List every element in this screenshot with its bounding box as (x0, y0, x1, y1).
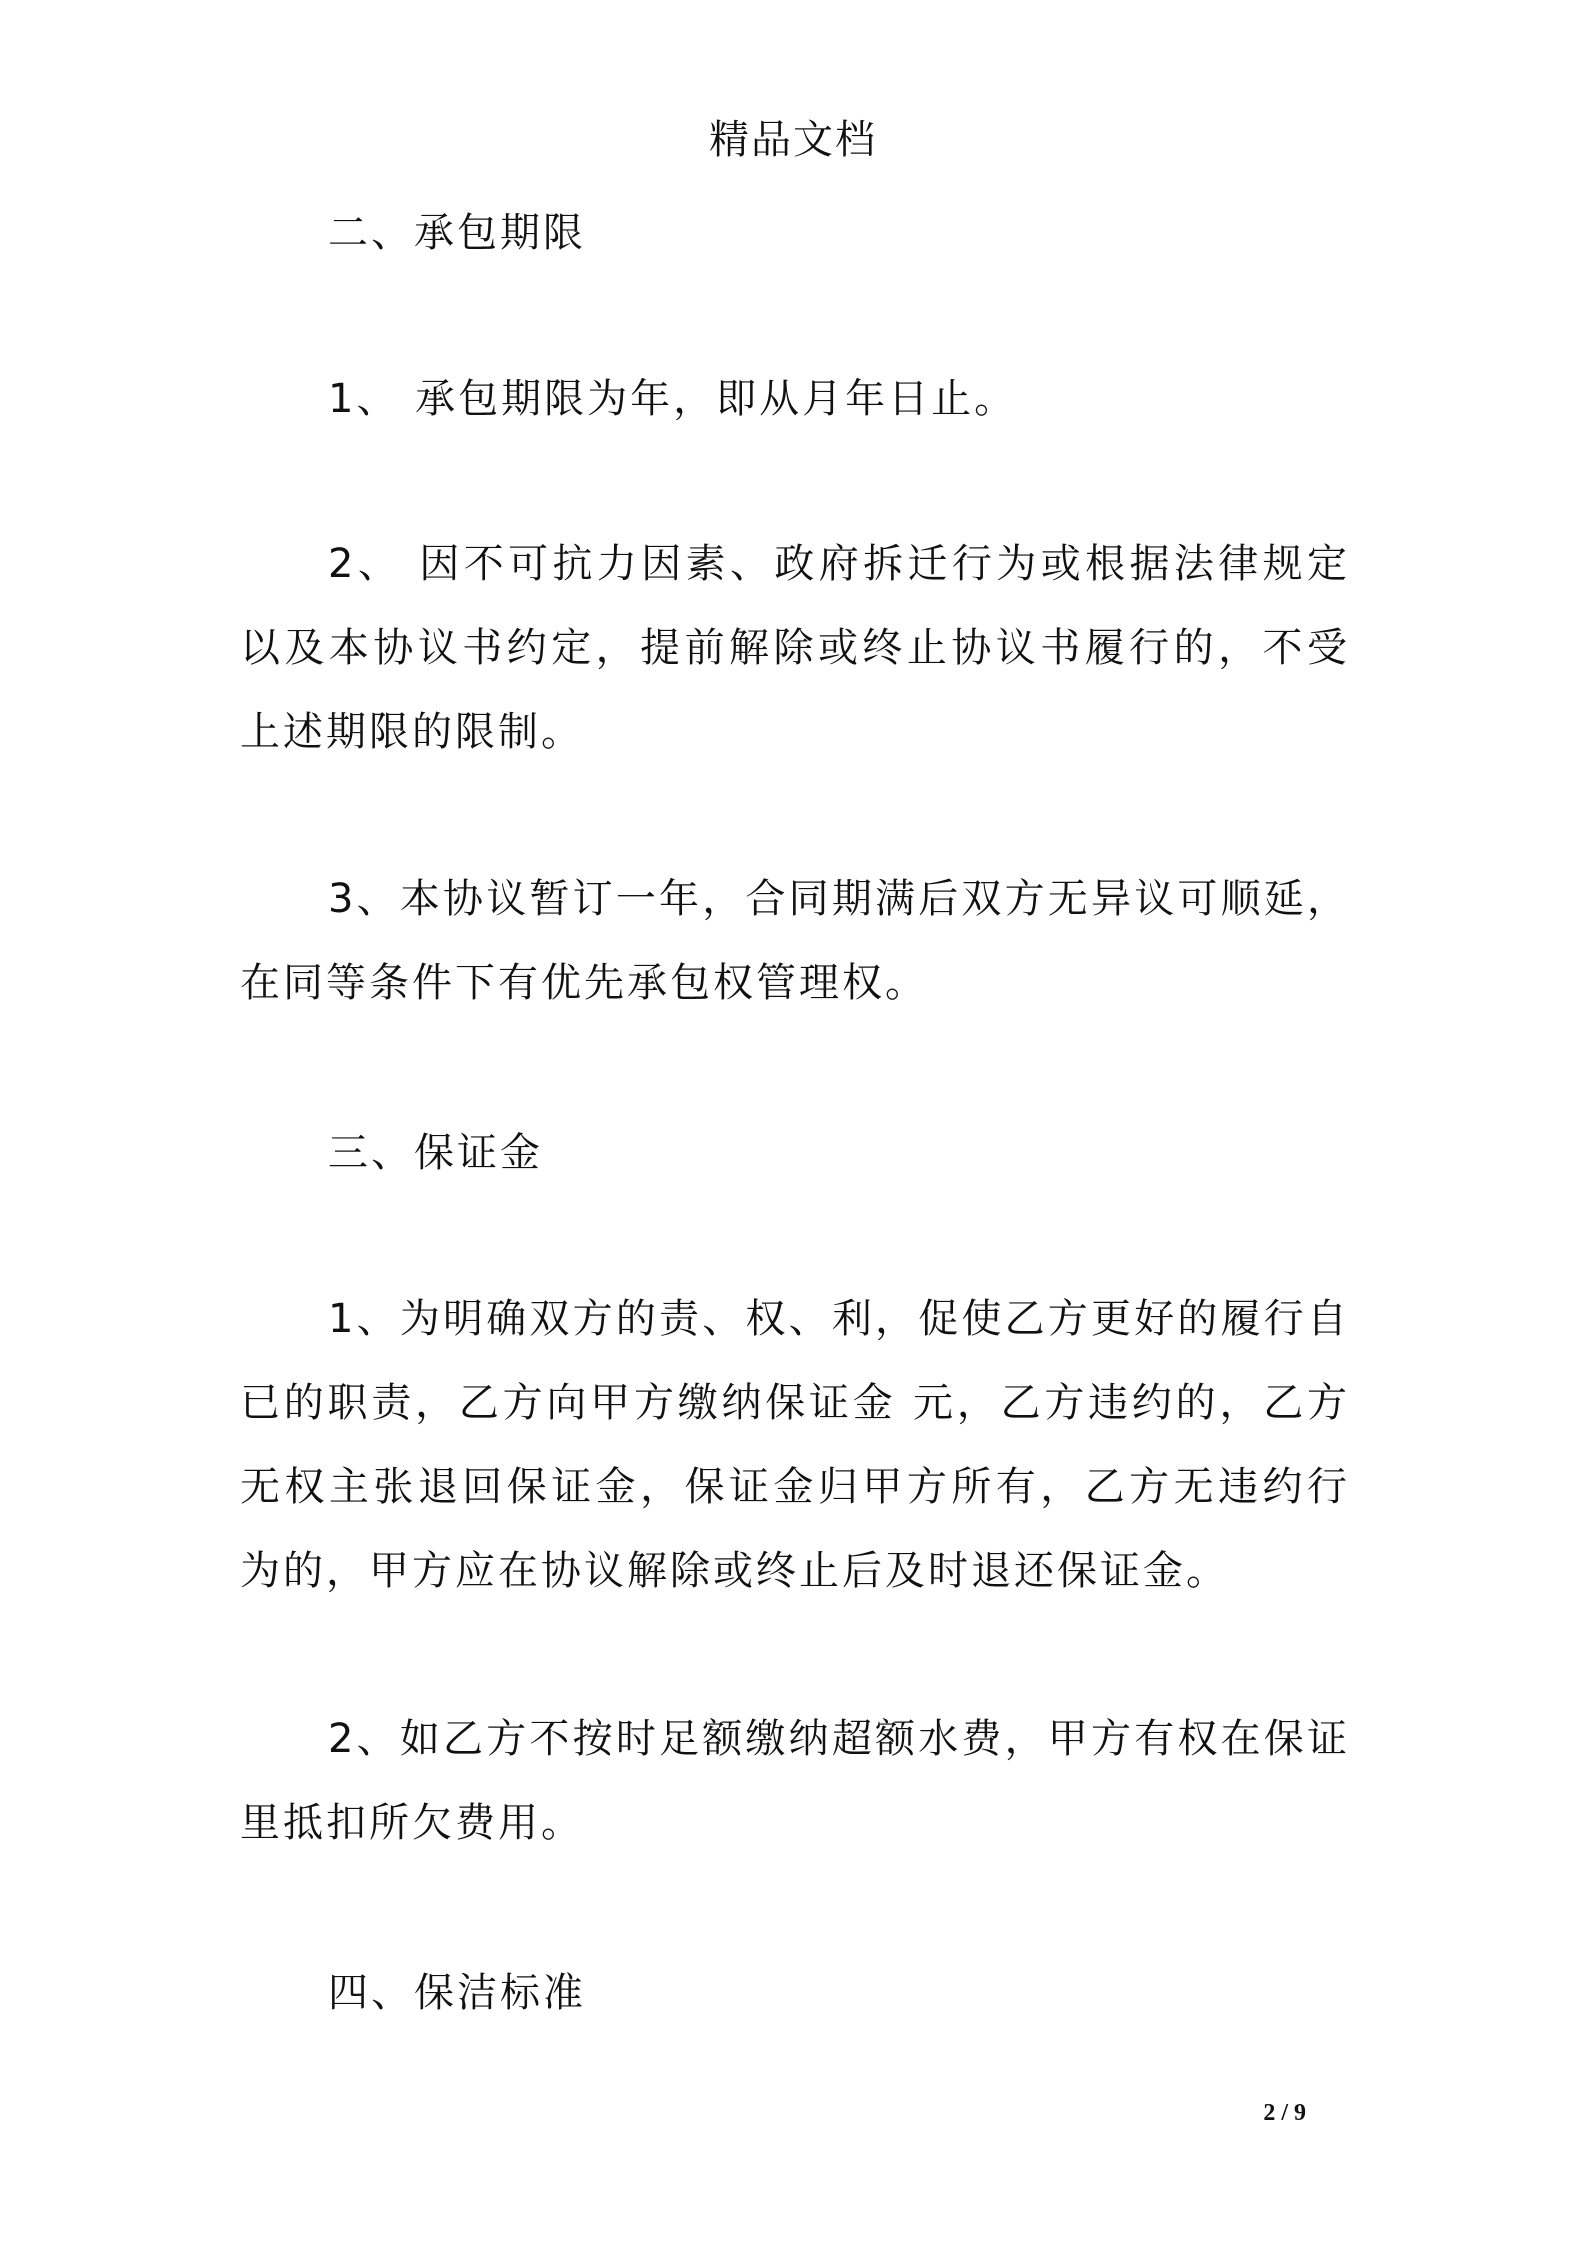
paragraph-text: 2、 因不可抗力因素、政府拆迁行为或根据法律规定以及本协议书约定，提前解除或终止协议书履行的，不受上述期限的限制。 (240, 541, 1350, 755)
paragraph-text: 3、本协议暂订一年，合同期满后双方无异议可顺延，在同等条件下有优先承包权管理权。 (240, 876, 1350, 1006)
paragraph-text: 1、 承包期限为年，即从月年日止。 (328, 376, 1018, 422)
paragraph-deposit-1 (240, 1277, 1350, 1613)
page-number: 2 / 9 (1263, 2100, 1306, 2126)
paragraph-term-2 (240, 522, 1350, 774)
page-header: 精品文档 (709, 117, 877, 163)
section-heading-cleaning: 四、保洁标准 (328, 1970, 586, 2016)
paragraph-text: 2、如乙方不按时足额缴纳超额水费，甲方有权在保证里抵扣所欠费用。 (240, 1716, 1350, 1846)
paragraph-term-3 (240, 857, 1350, 1025)
section-heading-term: 二、承包期限 (328, 210, 586, 256)
paragraph-text: 1、为明确双方的责、权、利，促使乙方更好的履行自已的职责，乙方向甲方缴纳保证金 元，乙方违约的，乙方无权主张退回保证金，保证金归甲方所有，乙方无违约行为的，甲方应在协议解除或终止后及时退还保证金。 (240, 1296, 1350, 1594)
paragraph-term-1 (240, 357, 1350, 441)
section-heading-deposit: 三、保证金 (328, 1130, 543, 1176)
paragraph-deposit-2 (240, 1697, 1350, 1865)
